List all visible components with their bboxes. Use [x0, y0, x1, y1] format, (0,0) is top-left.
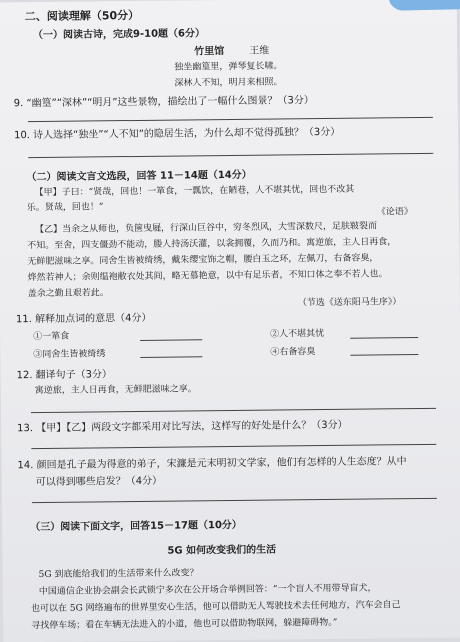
question-11: 11. 解释加点词的意思（4分） — [15, 312, 152, 326]
poem-line-2: 深林人不知，明月来相照。 — [174, 77, 283, 89]
passage-yi-line-2: 不知。至舍，四支僵劲不能动，媵人持汤沃灌，以衾拥覆，久而乃和。寓逆旅，主人日再食， — [27, 237, 397, 252]
passage-yi-line-5: 盖余之勤且艰若此。 — [27, 288, 109, 300]
answer-blank — [140, 339, 202, 341]
passage-yi-line-4: 烨然若神人；余则缊袍敝衣处其间，略无慕艳意，以中有足乐者，不知口体之奉不若人也。 — [27, 269, 388, 284]
q11-item-3: ③同舍生皆被绮绣 — [33, 349, 106, 361]
corner-tab — [388, 0, 460, 11]
article-line-4: 寻找停车场；看在车辆无法进入的小道，他也可以借助物联网，躲避障碍物。” — [31, 617, 338, 632]
question-14-line-1: 14. 颜回是孔子最为得意的弟子，宋濂是元末明初文学家，他们有怎样的人生态度？从中 — [17, 456, 407, 472]
question-13: 13. 【甲】【乙】两段文字都采用对比写法，这样写的好处是什么？（3分） — [17, 419, 348, 435]
part-heading-3: （三）阅读下面文字，回答15－17题（10分） — [30, 519, 242, 534]
poem-author: 王维 — [249, 45, 270, 57]
article-title: 5G 如何改变我们的生活 — [167, 544, 277, 557]
passage-jia-line-1: 【甲】子曰：“贤哉，回也！一箪食，一瓢饮，在陋巷，人不堪其忧，回也不改其 — [34, 184, 355, 199]
answer-line — [28, 153, 433, 158]
answer-line — [32, 498, 437, 503]
poem-line-1: 独坐幽篁里，弹琴复长啸。 — [174, 61, 283, 73]
passage-yi-line-1: 【乙】当余之从师也，负箧曳屣，行深山巨谷中，穷冬烈风，大雪深数尺，足肤皲裂而 — [34, 221, 378, 236]
question-12: 12. 翻译句子（3分） — [16, 369, 113, 382]
article-line-3: 也可以在 5G 网络遍布的世界里安心生活，他可以借助无人驾驶技术去任何地方，汽车会自己 — [30, 600, 401, 615]
passage-yi-line-3: 无鲜肥滋味之享。同舍生皆被绮绣，戴朱缨宝饰之帽，腰白玉之环，左佩刀，右备容臭， — [27, 253, 379, 268]
article-line-1: 5G 到底能给我们的生活带来什么改变？ — [38, 568, 199, 581]
part-heading-2: （二）阅读文言文选段，回答 11－14题（14分） — [26, 169, 252, 184]
passage-jia-source: 《论语》 — [376, 207, 413, 218]
passage-yi-source: （节选《送东阳马生序》） — [297, 297, 402, 309]
passage-jia-line-2: 乐。贤哉，回也！” — [26, 202, 104, 214]
part-heading-1: （一）阅读古诗，完成9-10题（6分） — [32, 28, 206, 42]
question-9: 9. “幽篁”“深林”“明月”这些景物，描绘出了一幅什么图景？（3分） — [13, 95, 314, 110]
answer-blank — [350, 354, 418, 356]
answer-line — [31, 444, 436, 449]
question-10: 10. 诗人选择“独坐”“人不知”的隐居生活，为什么却不觉得孤独？（3分） — [14, 126, 341, 142]
question-14-line-2: 可以得到哪些启发？（4分） — [35, 475, 163, 489]
answer-blank — [350, 337, 418, 339]
answer-line — [31, 408, 436, 413]
q11-item-2: ②人不堪其忧 — [270, 329, 325, 340]
q11-item-4: ④右备容臭 — [270, 347, 316, 358]
q12-sentence: 寓逆旅，主人日再食，无鲜肥滋味之享。 — [34, 384, 197, 397]
section-title: 二、阅读理解（50分） — [24, 8, 140, 24]
q11-item-1: ①一箪食 — [33, 331, 70, 343]
article-line-2: 中国通信企业协会副会长武锁宁多次在公开场合举例回答：“一个盲人不用带导盲犬， — [38, 583, 377, 598]
poem-title: 竹里馆 — [194, 46, 225, 58]
answer-line — [28, 117, 433, 122]
answer-blank — [140, 356, 202, 358]
